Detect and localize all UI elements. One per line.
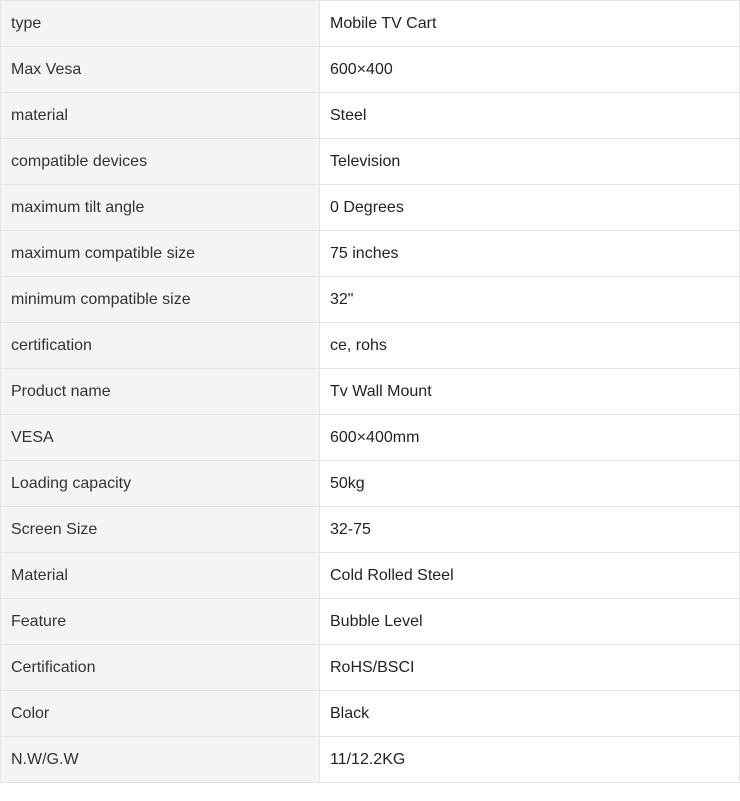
spec-label: type bbox=[1, 1, 320, 47]
table-row bbox=[1, 323, 740, 369]
table-row bbox=[1, 691, 740, 737]
spec-value: Television bbox=[320, 139, 740, 185]
spec-label: Color bbox=[1, 691, 320, 737]
table-row bbox=[1, 415, 740, 461]
spec-value: 32" bbox=[320, 277, 740, 323]
spec-value: RoHS/BSCI bbox=[320, 645, 740, 691]
spec-label: Loading capacity bbox=[1, 461, 320, 507]
table-row bbox=[1, 93, 740, 139]
spec-label: Feature bbox=[1, 599, 320, 645]
spec-value: 0 Degrees bbox=[320, 185, 740, 231]
table-row bbox=[1, 645, 740, 691]
spec-label: VESA bbox=[1, 415, 320, 461]
spec-value: Mobile TV Cart bbox=[320, 1, 740, 47]
table-row bbox=[1, 369, 740, 415]
spec-value: ce, rohs bbox=[320, 323, 740, 369]
spec-label: N.W/G.W bbox=[1, 737, 320, 783]
spec-value: 50kg bbox=[320, 461, 740, 507]
table-row bbox=[1, 737, 740, 783]
spec-label: Max Vesa bbox=[1, 47, 320, 93]
spec-label: material bbox=[1, 93, 320, 139]
spec-value: 600×400 bbox=[320, 47, 740, 93]
table-row bbox=[1, 599, 740, 645]
spec-label: minimum compatible size bbox=[1, 277, 320, 323]
spec-value: 32-75 bbox=[320, 507, 740, 553]
spec-label: Product name bbox=[1, 369, 320, 415]
table-row bbox=[1, 507, 740, 553]
spec-label: Certification bbox=[1, 645, 320, 691]
spec-label: Screen Size bbox=[1, 507, 320, 553]
spec-label: compatible devices bbox=[1, 139, 320, 185]
spec-value: Black bbox=[320, 691, 740, 737]
spec-value: Cold Rolled Steel bbox=[320, 553, 740, 599]
table-row bbox=[1, 553, 740, 599]
spec-value: Steel bbox=[320, 93, 740, 139]
table-row bbox=[1, 47, 740, 93]
spec-label: maximum tilt angle bbox=[1, 185, 320, 231]
table-row bbox=[1, 139, 740, 185]
spec-value: 11/12.2KG bbox=[320, 737, 740, 783]
table-row bbox=[1, 277, 740, 323]
spec-value: 75 inches bbox=[320, 231, 740, 277]
table-row bbox=[1, 231, 740, 277]
spec-label: maximum compatible size bbox=[1, 231, 320, 277]
spec-value: Bubble Level bbox=[320, 599, 740, 645]
spec-value: 600×400mm bbox=[320, 415, 740, 461]
table-row bbox=[1, 185, 740, 231]
spec-label: Material bbox=[1, 553, 320, 599]
table-row bbox=[1, 461, 740, 507]
spec-label: certification bbox=[1, 323, 320, 369]
table-row bbox=[1, 1, 740, 47]
spec-value: Tv Wall Mount bbox=[320, 369, 740, 415]
